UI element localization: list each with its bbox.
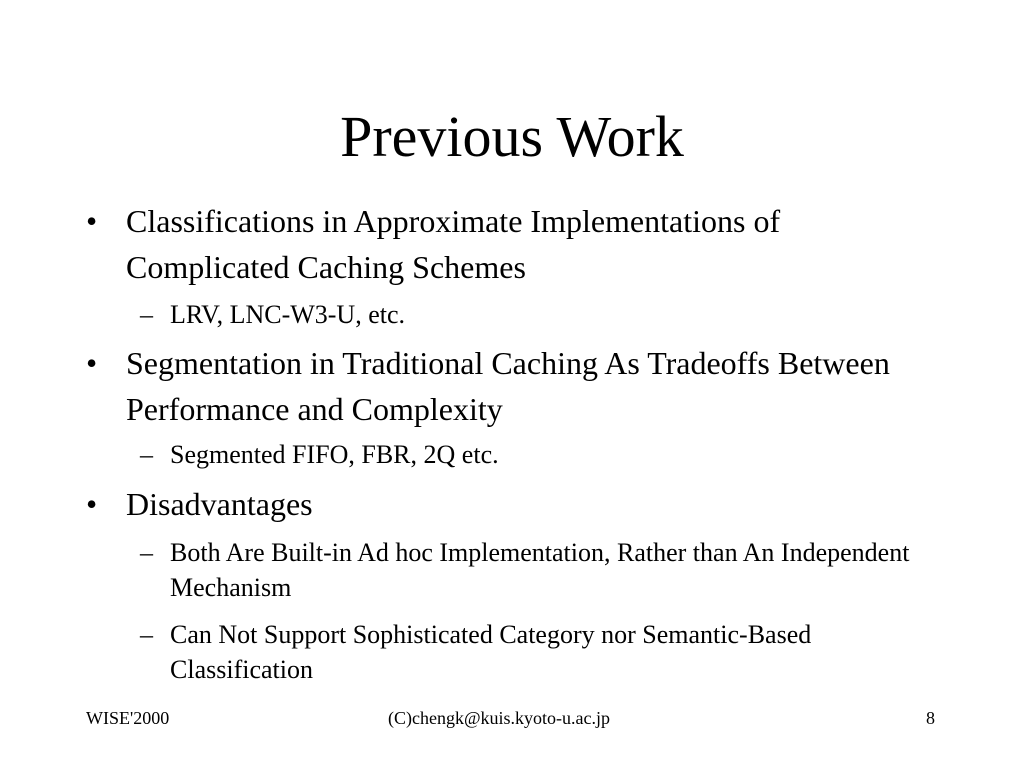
footer-author-email: (C)chengk@kuis.kyoto-u.ac.jp	[388, 708, 611, 728]
dash-marker: –	[140, 440, 153, 469]
bullet-text: Disadvantages	[126, 486, 313, 522]
bullet-text: Classifications in Approximate Implementations of Complicated Caching Schemes	[126, 203, 781, 285]
bullet-marker: •	[86, 486, 98, 522]
sub-bullet-text: LRV, LNC-W3-U, etc.	[170, 300, 406, 329]
bullet-item	[86, 198, 946, 290]
dash-marker: –	[140, 300, 153, 329]
sub-bullet-item	[140, 437, 950, 472]
slide-title: Previous Work	[340, 104, 684, 169]
sub-bullet-text: Can Not Support Sophisticated Category nor Semantic-Based Classification	[170, 620, 812, 684]
bullet-marker: •	[86, 345, 98, 381]
bullet-item	[86, 481, 946, 527]
footer-conference: WISE'2000	[86, 708, 170, 728]
bullet-item	[86, 340, 946, 432]
dash-marker: –	[140, 620, 153, 649]
bullet-marker: •	[86, 203, 98, 239]
sub-bullet-text: Segmented FIFO, FBR, 2Q etc.	[170, 440, 499, 469]
footer-page-number: 8	[926, 708, 935, 728]
sub-bullet-item	[140, 297, 950, 332]
sub-bullet-text: Both Are Built-in Ad hoc Implementation, Rather than An Independent Mechanism	[170, 538, 910, 602]
dash-marker: –	[140, 538, 153, 567]
bullet-text: Segmentation in Traditional Caching As Tradeoffs Between Performance and Complexity	[126, 345, 890, 427]
sub-bullet-item	[140, 617, 950, 687]
sub-bullet-item	[140, 535, 950, 605]
